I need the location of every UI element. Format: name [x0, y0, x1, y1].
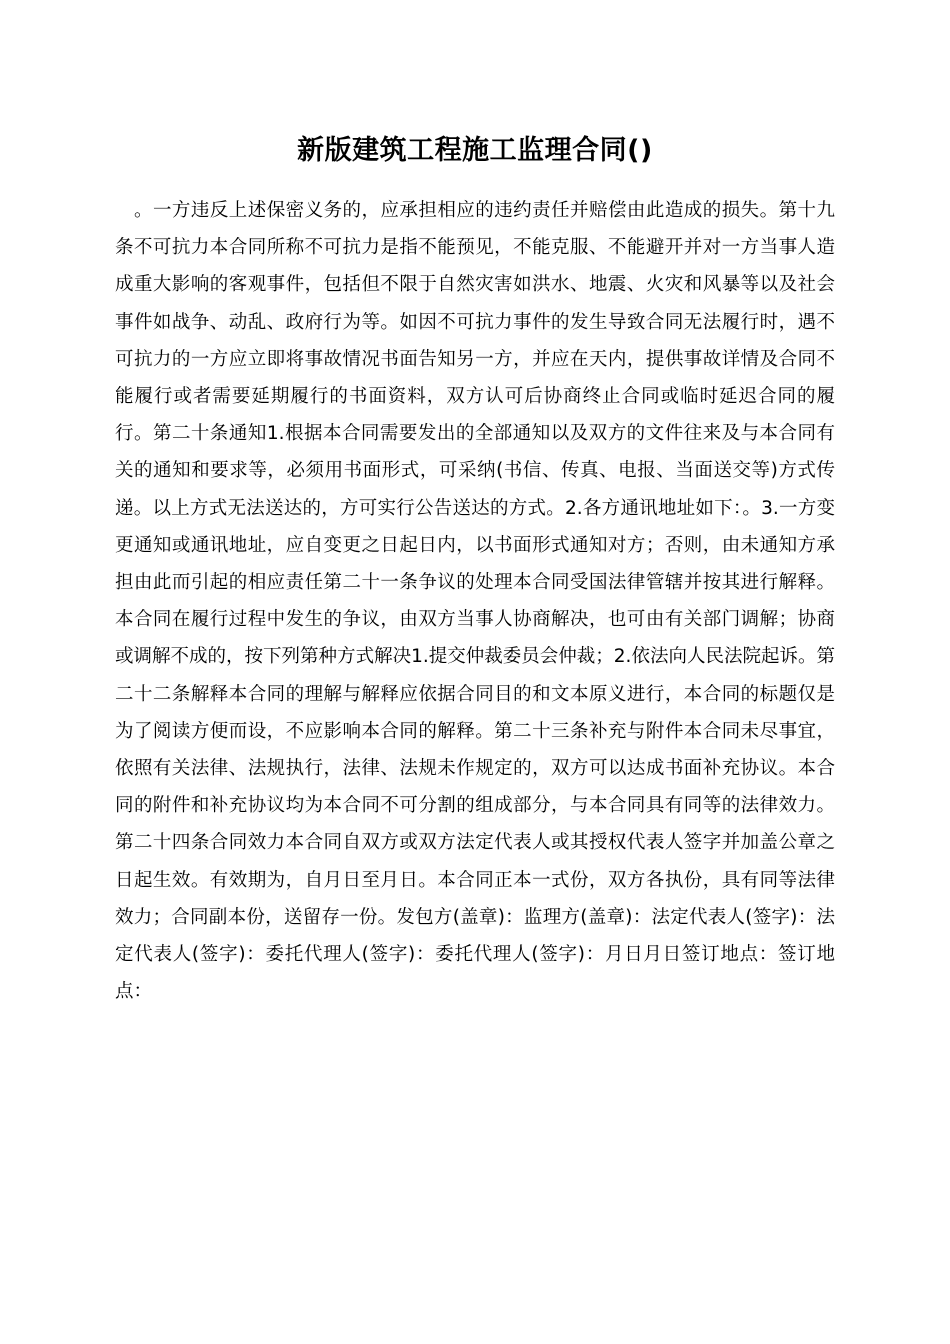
document-title: 新版建筑工程施工监理合同() [297, 135, 653, 166]
document-body-text: 。一方违反上述保密义务的，应承担相应的违约责任并赔偿由此造成的损失。第十九条不可抗力本合同所称不可抗力是指不能预见，不能克服、不能避开并对一方当事人造成重大影响的客观事件，包括但不限于自然灾害如洪水、地震、火灾和风暴等以及社会事件如战争、动乱、政府行为等。如因不可抗力事件的发生导致合同无法履行时，遇不可抗力的一方应立即将事故情况书面告知另一方，并应在天内，提供事故详情及合同不能履行或者需要延期履行的书面资料，双方认可后协商终止合同或临时延迟合同的履行。第二十条通知1.根据本合同需要发出的全部通知以及双方的文件往来及与本合同有关的通知和要求等，必须用书面形式，可采纳(书信、传真、电报、当面送交等)方式传递。以上方式无法送达的，方可实行公告送达的方式。2.各方通讯地址如下：。3.一方变更通知或通讯地址，应自变更之日起日内，以书面形式通知对方；否则，由未通知方承担由此而引起的相应责任第二十一条争议的处理本合同受国法律管辖并按其进行解释。本合同在履行过程中发生的争议，由双方当事人协商解决，也可由有关部门调解；协商或调解不成的，按下列第种方式解决1.提交仲裁委员会仲裁；2.依法向人民法院起诉。第二十二条解释本合同的理解与解释应依据合同目的和文本原义进行，本合同的标题仅是为了阅读方便而设，不应影响本合同的解释。第二十三条补充与附件本合同未尽事宜，依照有关法律、法规执行，法律、法规未作规定的，双方可以达成书面补充协议。本合同的附件和补充协议均为本合同不可分割的组成部分，与本合同具有同等的法律效力。第二十四条合同效力本合同自双方或双方法定代表人或其授权代表人签字并加盖公章之日起生效。有效期为，自月日至月日。本合同正本一式份，双方各执份，具有同等法律效力；合同副本份，送留存一份。发包方(盖章)：监理方(盖章)：法定代表人(签字)：法定代表人(签字)：委托代理人(签字)：委托代理人(签字)：月日月日签订地点：签订地点： [115, 200, 835, 1003]
